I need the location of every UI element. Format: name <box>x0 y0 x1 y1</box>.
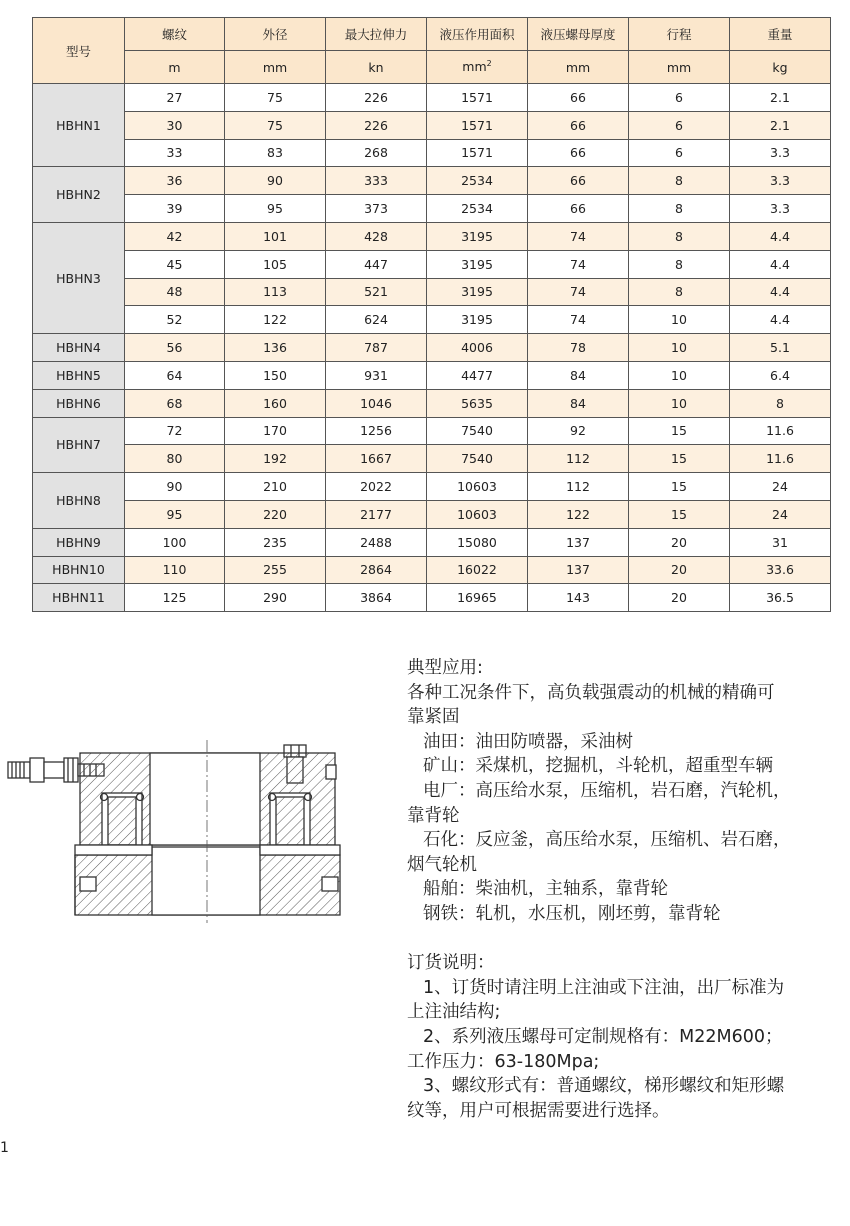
table-row <box>33 556 831 584</box>
value-cell: 7540 <box>427 445 528 473</box>
note-line: 靠背轮 <box>407 805 460 826</box>
value-cell: 2.1 <box>730 111 831 139</box>
value-cell: 2177 <box>326 500 427 528</box>
value-cell: 150 <box>225 361 326 389</box>
value-cell: 20 <box>629 584 730 612</box>
model-cell: HBHN5 <box>33 361 125 389</box>
model-cell: HBHN1 <box>33 84 125 167</box>
note-line: 各种工况条件下，高负载强震动的机械的精确可 <box>407 682 775 703</box>
value-cell: 6.4 <box>730 361 831 389</box>
table-header <box>33 18 831 84</box>
value-cell: 72 <box>125 417 225 445</box>
value-cell: 33 <box>125 139 225 167</box>
value-cell: 83 <box>225 139 326 167</box>
value-cell: 66 <box>528 84 629 112</box>
value-cell: 10 <box>629 361 730 389</box>
value-cell: 210 <box>225 473 326 501</box>
value-cell: 11.6 <box>730 445 831 473</box>
value-cell: 39 <box>125 195 225 223</box>
value-cell: 66 <box>528 111 629 139</box>
value-cell: 290 <box>225 584 326 612</box>
value-cell: 235 <box>225 528 326 556</box>
value-cell: 624 <box>326 306 427 334</box>
value-cell: 160 <box>225 389 326 417</box>
value-cell: 268 <box>326 139 427 167</box>
value-cell: 122 <box>225 306 326 334</box>
value-cell: 56 <box>125 334 225 362</box>
value-cell: 6 <box>629 111 730 139</box>
value-cell: 333 <box>326 167 427 195</box>
value-cell: 5635 <box>427 389 528 417</box>
value-cell: 48 <box>125 278 225 306</box>
value-cell: 3864 <box>326 584 427 612</box>
value-cell: 3195 <box>427 278 528 306</box>
value-cell: 5.1 <box>730 334 831 362</box>
table-body <box>33 84 831 612</box>
value-cell: 90 <box>125 473 225 501</box>
column-unit: m <box>125 51 225 84</box>
value-cell: 100 <box>125 528 225 556</box>
value-cell: 4.4 <box>730 306 831 334</box>
value-cell: 112 <box>528 445 629 473</box>
value-cell: 447 <box>326 250 427 278</box>
value-cell: 8 <box>629 167 730 195</box>
note-line: 3、螺纹形式有：普通螺纹，梯形螺纹和矩形螺 <box>423 1076 785 1097</box>
value-cell: 27 <box>125 84 225 112</box>
table-row <box>33 195 831 223</box>
value-cell: 74 <box>528 222 629 250</box>
value-cell: 3195 <box>427 306 528 334</box>
table-row <box>33 417 831 445</box>
value-cell: 3.3 <box>730 195 831 223</box>
value-cell: 1571 <box>427 84 528 112</box>
value-cell: 8 <box>629 278 730 306</box>
value-cell: 110 <box>125 556 225 584</box>
column-header: 重量 <box>730 18 831 51</box>
value-cell: 428 <box>326 222 427 250</box>
value-cell: 373 <box>326 195 427 223</box>
value-cell: 112 <box>528 473 629 501</box>
value-cell: 4.4 <box>730 250 831 278</box>
value-cell: 6 <box>629 139 730 167</box>
value-cell: 20 <box>629 528 730 556</box>
column-unit: mm <box>528 51 629 84</box>
note-line: 石化：反应釜，高压给水泵，压缩机、岩石磨， <box>423 830 791 851</box>
column-header: 外径 <box>225 18 326 51</box>
value-cell: 3.3 <box>730 167 831 195</box>
value-cell: 15 <box>629 500 730 528</box>
note-line: 典型应用: <box>407 658 483 678</box>
value-cell: 95 <box>125 500 225 528</box>
value-cell: 31 <box>730 528 831 556</box>
value-cell: 75 <box>225 84 326 112</box>
value-cell: 2022 <box>326 473 427 501</box>
spec-table <box>32 17 831 612</box>
value-cell: 4006 <box>427 334 528 362</box>
value-cell: 6 <box>629 84 730 112</box>
value-cell: 66 <box>528 195 629 223</box>
value-cell: 8 <box>629 222 730 250</box>
table-row <box>33 389 831 417</box>
value-cell: 92 <box>528 417 629 445</box>
table-row <box>33 222 831 250</box>
value-cell: 113 <box>225 278 326 306</box>
table-row <box>33 167 831 195</box>
table-row <box>33 84 831 112</box>
note-line: 订货说明： <box>407 953 495 974</box>
table-row <box>33 528 831 556</box>
value-cell: 78 <box>528 334 629 362</box>
value-cell: 105 <box>225 250 326 278</box>
value-cell: 220 <box>225 500 326 528</box>
value-cell: 15 <box>629 473 730 501</box>
ordering-notes <box>407 951 839 1123</box>
note-line: 烟气轮机 <box>407 854 477 875</box>
column-header: 螺纹 <box>125 18 225 51</box>
value-cell: 170 <box>225 417 326 445</box>
model-cell: HBHN9 <box>33 528 125 556</box>
value-cell: 45 <box>125 250 225 278</box>
value-cell: 11.6 <box>730 417 831 445</box>
column-header: 液压螺母厚度 <box>528 18 629 51</box>
note-line: 工作压力：63-180Mpa; <box>407 1051 600 1072</box>
model-cell: HBHN7 <box>33 417 125 473</box>
note-line: 钢铁：轧机，水压机，刚坯剪，靠背轮 <box>423 903 721 924</box>
value-cell: 226 <box>326 84 427 112</box>
column-unit: mm <box>629 51 730 84</box>
value-cell: 75 <box>225 111 326 139</box>
value-cell: 10 <box>629 334 730 362</box>
value-cell: 4.4 <box>730 222 831 250</box>
note-line: 油田：油田防喷器，采油树 <box>423 731 633 752</box>
note-line: 矿山：采煤机，挖掘机，斗轮机，超重型车辆 <box>423 756 773 777</box>
table-row <box>33 278 831 306</box>
page-marker: 1 <box>0 1140 9 1156</box>
value-cell: 143 <box>528 584 629 612</box>
table-row <box>33 250 831 278</box>
model-cell: HBHN2 <box>33 167 125 223</box>
note-line: 靠紧固 <box>407 707 460 728</box>
value-cell: 1256 <box>326 417 427 445</box>
column-unit: mm <box>225 51 326 84</box>
notes-section <box>407 656 839 1123</box>
model-cell: HBHN11 <box>33 584 125 612</box>
column-header: 最大拉伸力 <box>326 18 427 51</box>
value-cell: 30 <box>125 111 225 139</box>
table-row <box>33 500 831 528</box>
model-cell: HBHN6 <box>33 389 125 417</box>
value-cell: 24 <box>730 500 831 528</box>
application-notes <box>407 656 839 927</box>
column-header: 液压作用面积 <box>427 18 528 51</box>
model-cell: HBHN10 <box>33 556 125 584</box>
note-line: 船舶：柴油机，主轴系，靠背轮 <box>423 879 668 900</box>
value-cell: 16965 <box>427 584 528 612</box>
table-row <box>33 361 831 389</box>
value-cell: 15 <box>629 417 730 445</box>
value-cell: 7540 <box>427 417 528 445</box>
value-cell: 95 <box>225 195 326 223</box>
value-cell: 15080 <box>427 528 528 556</box>
value-cell: 1571 <box>427 139 528 167</box>
value-cell: 101 <box>225 222 326 250</box>
value-cell: 10603 <box>427 473 528 501</box>
value-cell: 2488 <box>326 528 427 556</box>
note-line: 上注油结构; <box>407 1002 501 1023</box>
table-row <box>33 111 831 139</box>
value-cell: 255 <box>225 556 326 584</box>
value-cell: 122 <box>528 500 629 528</box>
note-line: 电厂：高压给水泵，压缩机，岩石磨，汽轮机， <box>423 780 791 801</box>
table-row <box>33 139 831 167</box>
note-line: 1、订货时请注明上注油或下注油，出厂标准为 <box>423 977 785 998</box>
value-cell: 1667 <box>326 445 427 473</box>
value-cell: 24 <box>730 473 831 501</box>
value-cell: 68 <box>125 389 225 417</box>
column-header: 行程 <box>629 18 730 51</box>
value-cell: 136 <box>225 334 326 362</box>
column-unit: kn <box>326 51 427 84</box>
value-cell: 10603 <box>427 500 528 528</box>
value-cell: 74 <box>528 278 629 306</box>
note-line: 纹等，用户可根据需要进行选择。 <box>407 1100 670 1121</box>
value-cell: 10 <box>629 306 730 334</box>
value-cell: 931 <box>326 361 427 389</box>
value-cell: 125 <box>125 584 225 612</box>
value-cell: 4477 <box>427 361 528 389</box>
hydraulic-nut-drawing <box>0 735 345 925</box>
table-row <box>33 473 831 501</box>
value-cell: 521 <box>326 278 427 306</box>
value-cell: 90 <box>225 167 326 195</box>
value-cell: 226 <box>326 111 427 139</box>
value-cell: 84 <box>528 361 629 389</box>
column-unit: $mm^2$ <box>427 51 528 84</box>
value-cell: 2.1 <box>730 84 831 112</box>
model-cell: HBHN8 <box>33 473 125 529</box>
value-cell: 10 <box>629 389 730 417</box>
value-cell: 80 <box>125 445 225 473</box>
value-cell: 3195 <box>427 222 528 250</box>
note-line: 2、系列液压螺母可定制规格有：M22M600； <box>423 1026 783 1047</box>
value-cell: 3.3 <box>730 139 831 167</box>
value-cell: 15 <box>629 445 730 473</box>
column-unit: kg <box>730 51 831 84</box>
value-cell: 8 <box>629 250 730 278</box>
value-cell: 16022 <box>427 556 528 584</box>
value-cell: 42 <box>125 222 225 250</box>
value-cell: 20 <box>629 556 730 584</box>
value-cell: 192 <box>225 445 326 473</box>
value-cell: 66 <box>528 139 629 167</box>
value-cell: 8 <box>629 195 730 223</box>
model-cell: HBHN3 <box>33 222 125 333</box>
value-cell: 36 <box>125 167 225 195</box>
value-cell: 74 <box>528 306 629 334</box>
value-cell: 52 <box>125 306 225 334</box>
value-cell: 787 <box>326 334 427 362</box>
value-cell: 2534 <box>427 167 528 195</box>
value-cell: 2534 <box>427 195 528 223</box>
value-cell: 64 <box>125 361 225 389</box>
table-row <box>33 584 831 612</box>
value-cell: 1571 <box>427 111 528 139</box>
value-cell: 84 <box>528 389 629 417</box>
model-cell: HBHN4 <box>33 334 125 362</box>
value-cell: 137 <box>528 556 629 584</box>
table-row <box>33 306 831 334</box>
table-row <box>33 445 831 473</box>
value-cell: 8 <box>730 389 831 417</box>
value-cell: 66 <box>528 167 629 195</box>
value-cell: 74 <box>528 250 629 278</box>
table-row <box>33 334 831 362</box>
value-cell: 33.6 <box>730 556 831 584</box>
value-cell: 4.4 <box>730 278 831 306</box>
model-column-header: 型号 <box>33 18 125 84</box>
value-cell: 1046 <box>326 389 427 417</box>
value-cell: 2864 <box>326 556 427 584</box>
value-cell: 3195 <box>427 250 528 278</box>
value-cell: 36.5 <box>730 584 831 612</box>
value-cell: 137 <box>528 528 629 556</box>
